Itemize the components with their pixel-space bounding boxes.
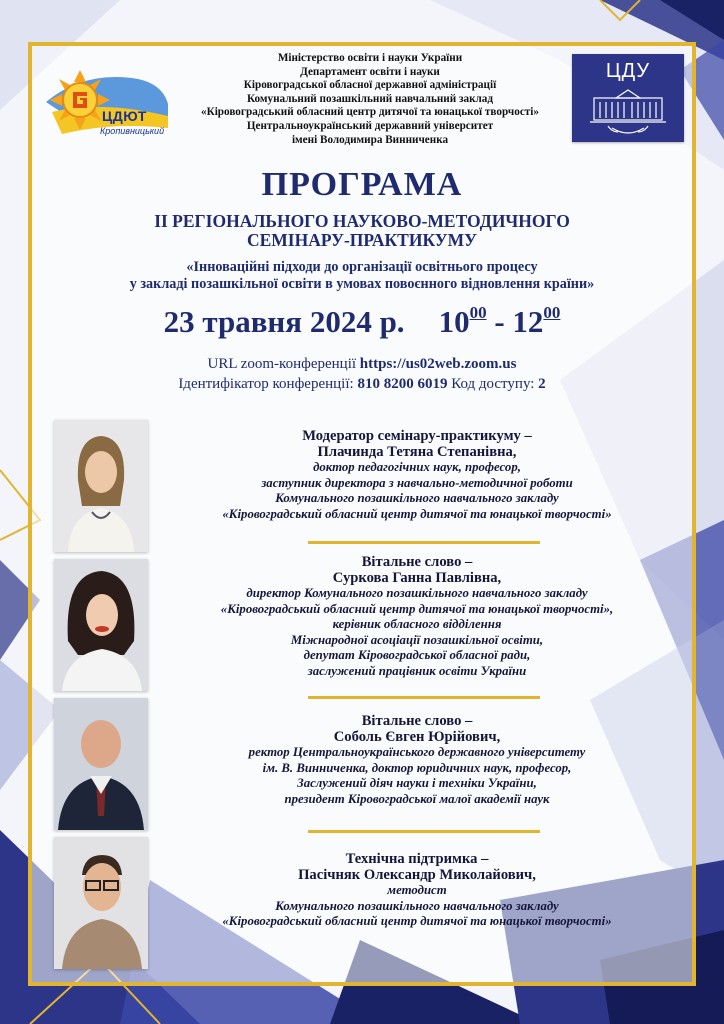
page-title: ПРОГРАМА — [261, 166, 463, 203]
speaker-desc-line: керівник обласного відділення — [332, 617, 502, 632]
subtitle-line: СЕМІНАРУ-ПРАКТИКУМУ — [246, 230, 478, 250]
speaker-desc-line: Міжнародної асоціації позашкільної освіти, — [290, 632, 544, 647]
gold-divider — [308, 696, 540, 699]
speaker-desc-line: Заслужений діяч науки і техніки України, — [297, 776, 537, 791]
time-start-min: 00 — [469, 303, 487, 322]
speaker-desc-line: Комунального позашкільного навчального закладу — [275, 898, 559, 913]
speaker-photo-2 — [54, 559, 148, 691]
speaker-desc-line: заступник директора з навчально-методичної роботи — [261, 475, 573, 490]
header-line: Комунальний позашкільний навчальний заклад — [246, 92, 494, 105]
speaker-desc-line: заслужений працівник освіти України — [307, 663, 527, 678]
gold-divider — [308, 541, 540, 544]
cdyut-logo-subtext: Кропивницький — [100, 126, 165, 136]
speaker-desc-line: депутат Кіровоградської обласної ради, — [303, 648, 531, 663]
event-date-time — [0, 302, 724, 342]
cdyut-logo-text: ЦДЮТ — [102, 108, 147, 124]
zoom-code-label: Код доступу: — [451, 376, 535, 392]
zoom-info — [0, 354, 724, 394]
event-subtitle — [60, 212, 664, 250]
zoom-url-link[interactable]: https://us02web.zoom.us — [359, 356, 517, 372]
time-end-min: 00 — [543, 303, 561, 322]
header-line: імені Володимира Винниченка — [291, 133, 449, 146]
speaker-name: Соболь Євген Юрійович, — [333, 729, 501, 745]
speaker-photo-3 — [54, 698, 148, 830]
zoom-id-label: Ідентифікатор конференції: — [178, 376, 354, 392]
header-line: «Кіровоградський обласний центр дитячої та юнацької творчості» — [200, 106, 540, 119]
header-line: Кіровоградської обласної державної адміністрації — [243, 79, 497, 92]
gold-divider — [308, 830, 540, 833]
event-theme — [40, 259, 684, 293]
zoom-id-value: 810 8200 6019 — [357, 376, 448, 392]
cdyut-logo — [42, 64, 172, 144]
speaker-desc-line: директор Комунального позашкільного навчального закладу — [246, 586, 588, 600]
speaker-role: Вітальне слово – — [361, 713, 473, 729]
subtitle-line: ІІ РЕГІОНАЛЬНОГО НАУКОВО-МЕТОДИЧНОГО — [154, 211, 570, 231]
speaker-desc-line: президент Кіровоградської малої академії наук — [284, 791, 550, 806]
speaker-block-3 — [160, 713, 674, 807]
speaker-block-2 — [160, 554, 674, 680]
organizers-header — [176, 52, 564, 147]
header-line: Міністерство освіти і науки України — [277, 52, 463, 64]
speaker-name: Плачинда Тетяна Степанівна, — [317, 444, 517, 460]
speaker-desc-line: методист — [387, 883, 447, 897]
speaker-photo-1 — [54, 420, 148, 552]
speaker-block-1 — [160, 428, 674, 522]
speaker-name: Суркова Ганна Павлівна, — [332, 570, 502, 586]
speaker-desc-line: ректор Центральноукраїнського державного університету — [248, 745, 586, 759]
speaker-desc-line: доктор педагогічних наук, професор, — [313, 460, 521, 474]
cdu-logo — [572, 54, 684, 142]
theme-line: у закладі позашкільної освіти в умовах повоєнного відновлення країни» — [129, 276, 595, 292]
cdu-logo-text: ЦДУ — [605, 60, 651, 82]
speaker-desc-line: «Кіровоградський обласний центр дитячої та юнацької творчості» — [222, 506, 612, 521]
speaker-role: Модератор семінару-практикуму – — [302, 428, 532, 444]
header-line: Центральноукраїнський державний університет — [246, 119, 494, 132]
time-end-hour: 12 — [512, 304, 544, 339]
theme-line: «Інноваційні підходи до організації освітнього процесу — [186, 259, 538, 275]
speaker-desc-line: «Кіровоградський обласний центр дитячої та юнацької творчості», — [220, 601, 614, 616]
event-date: 23 травня 2024 р. — [163, 304, 405, 339]
speaker-block-4 — [160, 851, 674, 930]
header-line: Департамент освіти і науки — [300, 65, 440, 78]
speaker-desc-line: «Кіровоградський обласний центр дитячої та юнацької творчості» — [222, 914, 612, 929]
speaker-name: Пасічняк Олександр Миколайович, — [298, 867, 536, 883]
speaker-desc-line: Комунального позашкільного навчального закладу — [275, 491, 559, 506]
time-separator: - — [486, 304, 513, 339]
speaker-role: Технічна підтримка – — [345, 851, 489, 867]
zoom-code-value: 2 — [538, 376, 546, 392]
zoom-url-label: URL zoom-конференції — [207, 356, 357, 372]
speaker-desc-line: ім. В. Винниченка, доктор юридичних наук, професор, — [262, 760, 572, 775]
time-start-hour: 10 — [438, 304, 470, 339]
speaker-role: Вітальне слово – — [361, 554, 473, 570]
speaker-photo-4 — [54, 837, 148, 969]
